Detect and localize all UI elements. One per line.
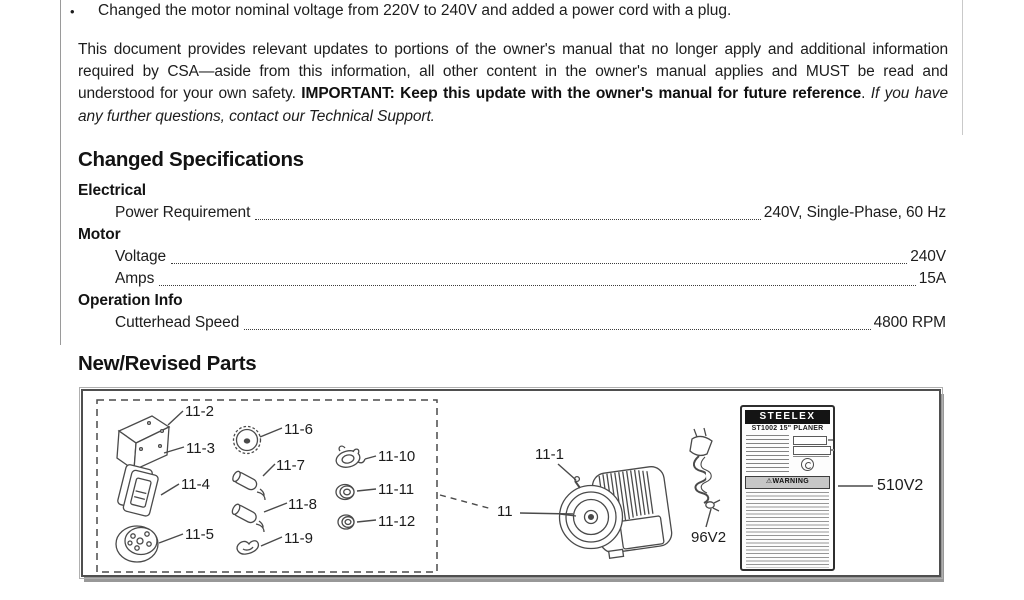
label-tick-1 — [828, 439, 833, 441]
model-number: ST1002 15" PLANER — [751, 425, 824, 432]
intro-text-important: IMPORTANT: Keep this update with the owner's manual for future reference — [301, 85, 862, 103]
callout-11-7: 11-7 — [276, 457, 305, 474]
spec-group-heading-motor: Motor — [78, 226, 121, 243]
spec-value: 4800 RPM — [873, 314, 946, 331]
update-bullet-item — [70, 1, 950, 22]
warning-banner — [745, 476, 830, 489]
label-fine-print-warnings — [746, 492, 829, 568]
dot-leader — [171, 262, 907, 264]
spec-label: Power Requirement — [115, 204, 251, 221]
label-fine-print-specs — [746, 435, 789, 473]
bullet-icon: • — [70, 4, 75, 19]
callout-11-6: 11-6 — [284, 421, 313, 438]
intro-paragraph — [78, 39, 948, 128]
label-tick-2 — [831, 449, 834, 451]
callout-11-9: 11-9 — [284, 530, 313, 547]
page-edge-rule-left — [60, 0, 61, 345]
callout-11-2: 11-2 — [185, 403, 214, 420]
warning-triangle-icon: ⚠ — [765, 478, 773, 485]
bullet-text: Changed the motor nominal voltage from 220V to 240V and added a power cord with a plug. — [98, 2, 732, 19]
dot-leader — [244, 328, 870, 330]
spec-label: Amps — [115, 270, 155, 287]
callout-11-1: 11-1 — [535, 446, 564, 463]
machine-id-label — [740, 405, 835, 571]
intro-text-support: If you have any further questions, contact our Technical Support. — [78, 85, 948, 125]
dot-leader — [159, 284, 915, 286]
spec-group-heading-electrical: Electrical — [78, 182, 146, 199]
label-blank-field-2 — [793, 446, 831, 455]
certification-mark-icon — [801, 458, 814, 471]
callout-11-8: 11-8 — [288, 496, 317, 513]
spec-group-heading-operation-info: Operation Info — [78, 292, 183, 309]
label-blank-field-1 — [793, 436, 827, 445]
spec-value: 15A — [918, 270, 946, 287]
new-revised-parts-title: New/Revised Parts — [78, 352, 257, 375]
page-edge-rule-right — [962, 0, 963, 135]
callout-510V2: 510V2 — [877, 477, 924, 494]
callout-11-5: 11-5 — [185, 526, 214, 543]
callout-11-4: 11-4 — [181, 476, 210, 493]
brand-logo: STEELEX — [745, 410, 830, 424]
label-spec-area — [744, 434, 831, 475]
callout-11-12: 11-12 — [378, 513, 416, 530]
changed-specifications-title: Changed Specifications — [78, 148, 304, 171]
spec-row-voltage — [78, 246, 946, 268]
callout-11-3: 11-3 — [186, 440, 215, 457]
label-tick-3 — [793, 456, 829, 457]
dot-leader — [255, 218, 761, 220]
specifications-list — [78, 180, 946, 334]
spec-label: Cutterhead Speed — [115, 314, 240, 331]
callout-96V2: 96V2 — [691, 529, 727, 546]
callout-11: 11 — [497, 503, 513, 520]
spec-value: 240V — [910, 248, 946, 265]
callout-11-11: 11-11 — [378, 481, 415, 498]
spec-row-amps — [78, 268, 946, 290]
intro-text-separator: . — [861, 85, 871, 103]
callout-11-10: 11-10 — [378, 448, 416, 465]
intro-text-normal: This document provides relevant updates to portions of the owner's manual that no longer apply and additional information required by CSA—aside from this information, all other content in the owner's manual applies and MUST be read and understood for your own safety. — [78, 41, 948, 103]
warning-text: WARNING — [772, 478, 810, 485]
spec-row-power-requirement — [78, 202, 946, 224]
spec-row-cutterhead-speed — [78, 312, 946, 334]
spec-value: 240V, Single-Phase, 60 Hz — [763, 204, 946, 221]
spec-label: Voltage — [115, 248, 167, 265]
